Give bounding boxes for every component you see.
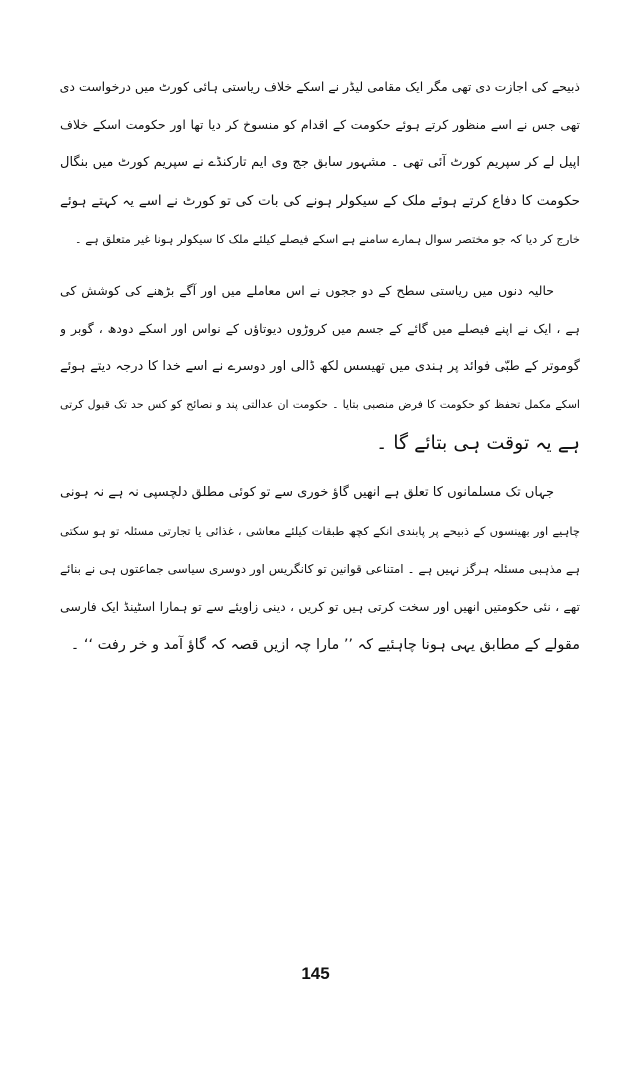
text-line: ہے ، ایک نے اپنے فیصلے میں گائے کے جسم میں کروڑوں دیوتاؤں کے نواس اور اسکے دودھ ، گوبر و	[60, 321, 580, 336]
paragraph-2	[60, 272, 580, 462]
text-line: اسکے مکمل تحفظ کو حکومت کا فرض منصبی بتایا ۔ حکومت ان عدالتی پند و نصائح کو کس حد تک قبول کرتی	[60, 398, 580, 411]
text-line: تھی جس نے اسے منظور کرتے ہوئے حکومت کے اقدام کو منسوخ کر دیا تھا اور حکومت اسکے خلاف	[60, 117, 580, 132]
paragraph-1	[60, 68, 580, 258]
text-line: حکومت کا دفاع کرتے ہوئے ملک کے سیکولر ہونے کی بات کی تو کورٹ نے اسے یہ کہتے ہوئے	[60, 193, 580, 209]
text-line: ہے یہ توقت ہی بتائے گا ۔	[376, 432, 580, 454]
text-line: حالیہ دنوں میں ریاستی سطح کے دو ججوں نے اس معاملے میں اور آگے بڑھنے کی کوشش کی	[60, 283, 554, 298]
page-number: 145	[301, 964, 330, 983]
text-line: ہے مذہبی مسئلہ ہرگز نہیں ہے ۔ امتناعی قوانین تو کانگریس اور دوسری سیاسی جماعتوں ہی نے بنائے	[60, 562, 580, 576]
text-line: چاہیے اور بھینسوں کے ذبیحے پر پابندی انکے کچھ طبقات کیلئے معاشی ، غذائی یا تجارتی مسئلہ تو ہو سکتی	[60, 524, 580, 538]
text-line: تھے ، نئی حکومتیں انھیں اور سخت کرتی ہیں تو کریں ، دینی زاویئے سے تو ہمارا اسٹینڈ ایک فارسی	[60, 599, 580, 614]
text-line: خارج کر دیا کہ جو مختصر سوال ہمارے سامنے ہے اسکے فیصلے کیلئے ملک کا سیکولر ہونا غیر متعلق ہے ۔	[74, 232, 580, 246]
text-line: جہاں تک مسلمانوں کا تعلق ہے انھیں گاؤ خوری سے تو کوئی مطلق دلچسپی نہ ہے نہ ہونی	[60, 485, 554, 500]
text-line: گوموتر کے طبّی فوائد پر ہندی میں تھیسس لکھ ڈالی اور دوسرے نے اسے خدا کا درجہ دیتے ہوئے	[60, 359, 580, 374]
text-line: ذبیحے کی اجازت دی تھی مگر ایک مقامی لیڈر نے اسکے خلاف ریاستی ہائی کورٹ میں درخواست دی	[60, 79, 580, 94]
paragraph-3	[60, 474, 580, 664]
text-line: مقولے کے مطابق یہی ہونا چاہئیے کہ ’’ مارا چہ ازیں قصہ کہ گاؤ آمد و خر رفت ‘‘ ۔	[70, 637, 580, 653]
text-line: اپیل لے کر سپریم کورٹ آئی تھی ۔ مشہور سابق جج وی ایم تارکنڈے نے سپریم کورٹ میں بنگال	[60, 155, 580, 170]
